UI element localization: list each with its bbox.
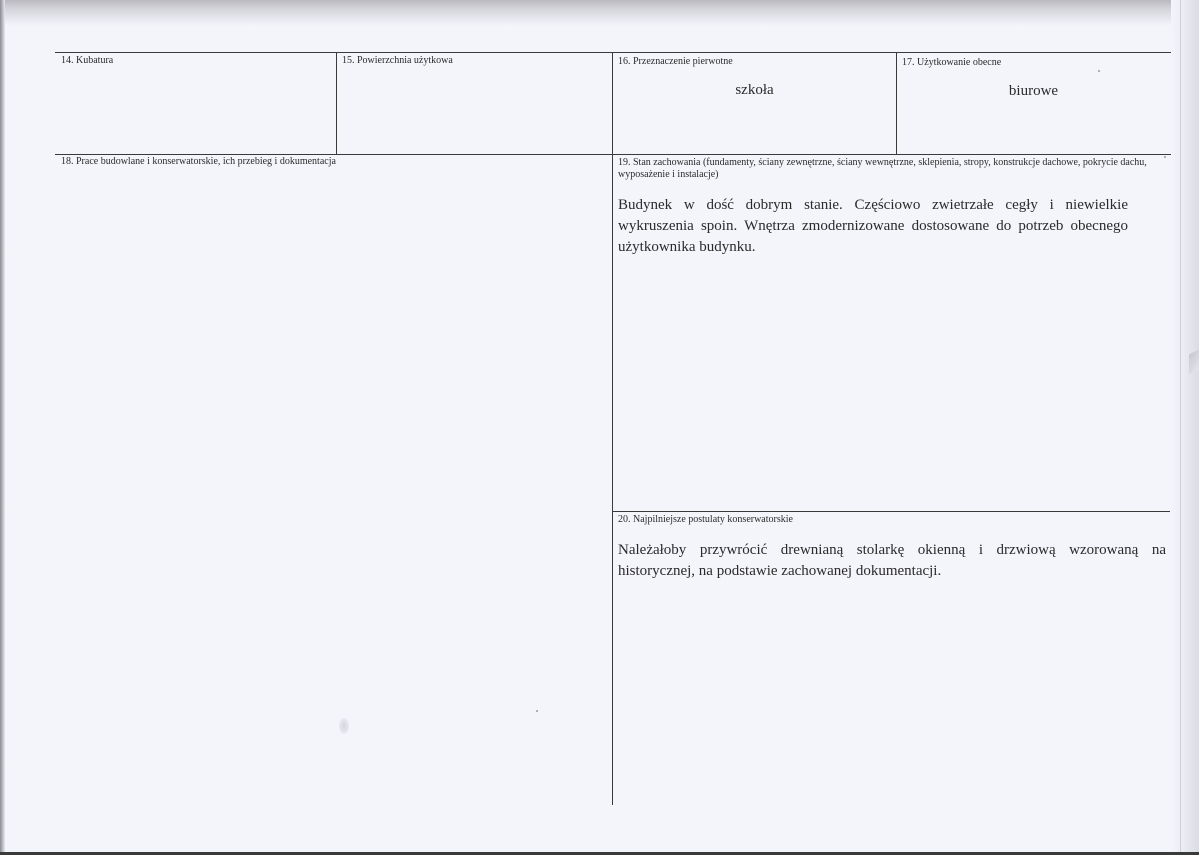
field14-label: 14. Kubatura (61, 55, 114, 66)
row2-top-rule (55, 154, 1171, 155)
field20-label: 20. Najpilniejsze postulaty konserwatorskie (618, 514, 793, 525)
scan-dot (536, 710, 538, 712)
field18-label: 18. Prace budowlane i konserwatorskie, ich przebieg i dokumentacja (61, 156, 336, 167)
scan-right-line (1180, 0, 1181, 855)
divider-15-16 (612, 52, 613, 154)
field17-label: 17. Użytkowanie obecne (902, 57, 1002, 68)
field20-value: Należałoby przywrócić drewnianą stolarkę okienną i drzwiową wzorowaną na historycznej, na podstawie zachowanej dokumentacji. (618, 542, 1166, 579)
field15-label: 15. Powierzchnia użytkowa (342, 55, 453, 66)
field19-value: Budynek w dość dobrym stanie. Częściowo zwietrzałe cegły i niewielkie wykruszenia spoin. Wnętrza zmodernizowane dostosowane do potrzeb obecnego użytkownika budynku. (618, 197, 1128, 255)
center-divider (612, 154, 613, 805)
scan-dot (1098, 70, 1100, 72)
divider-14-15 (336, 52, 337, 154)
scan-left-edge (0, 0, 5, 855)
divider-16-17 (896, 52, 897, 154)
field16-label: 16. Przeznaczenie pierwotne (618, 56, 733, 67)
field16-value: szkoła (735, 82, 774, 98)
row1-top-rule (55, 52, 1171, 53)
scan-speck (339, 718, 349, 734)
scan-top-edge (0, 0, 1199, 26)
scan-right-edge (1171, 0, 1199, 855)
field19-label: 19. Stan zachowania (fundamenty, ściany zewnętrzne, ściany wewnętrzne, sklepienia, stropy, konstrukcje dachowe, pokrycie dachu, wyposażenie i instalacje) (618, 157, 1147, 180)
scan-dot (1164, 156, 1166, 158)
field20-top-rule (612, 511, 1170, 512)
field17-value: biurowe (1008, 83, 1059, 99)
